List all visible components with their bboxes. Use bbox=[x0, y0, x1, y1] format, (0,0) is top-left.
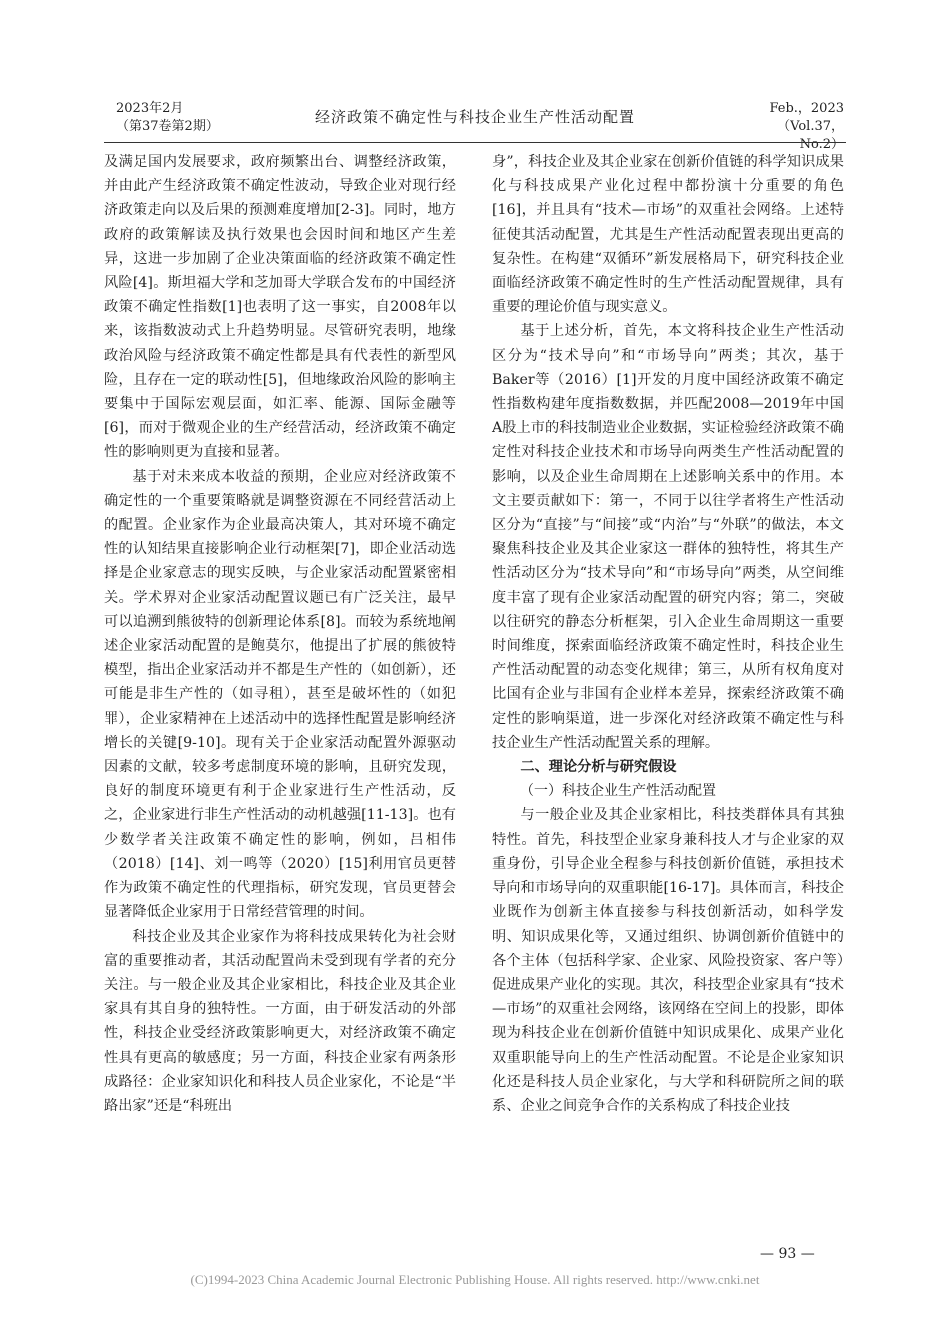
page-number: — 93 — bbox=[760, 1246, 815, 1262]
section-heading: 二、理论分析与研究假设 bbox=[520, 759, 677, 776]
header-date-en: Feb.，2023 bbox=[769, 101, 844, 116]
copyright-footer: (C)1994-2023 China Academic Journal Electronic Publishing House. All rights reserved. http://www.cnki.net bbox=[190, 1272, 760, 1287]
right-paragraph-2: 基于上述分析，首先，本文将科技企业生产性活动区分为“技术导向”和“市场导向”两类；其次，基于Baker等（2016）[1]开发的月度中国经济政策不确定性指数构建年度指数数据，并匹配2008—2019年中国A股上市的科技制造业企业数据，实证检验经济政策不确定性对科技企业技术和市场导向两类生产性活动配置的影响，以及企业生命周期在上述影响关系中的作用。本文主要贡献如下：第一，不同于以往学者将生产性活动区分为“直接”与“间接”或“内治”与“外联”的做法，本文聚焦科技企业及其企业家这一群体的独特性，将其生产性活动区分为“技术导向”和“市场导向”两类，从空间维度丰富了现有企业家活动配置的研究内容；第二，突破以往研究的静态分析框架，引入企业生命周期这一重要时间维度，探索面临经济政策不确定性时，科技企业生产性活动配置的动态变化规律；第三，从所有权角度对比国有企业与非国有企业样本差异，探索经济政策不确定性的影响渠道，进一步深化对经济政策不确定性与科技企业生产性活动配置关系的理解。 bbox=[492, 323, 844, 751]
subsection-heading: （一）科技企业生产性活动配置 bbox=[520, 783, 716, 800]
header-issue-info-en bbox=[740, 100, 844, 154]
left-paragraph-1: 及满足国内发展要求，政府频繁出台、调整经济政策，并由此产生经济政策不确定性波动，导致企业对现行经济政策走向以及后果的预测难度增加[2-3]。同时，地方政府的政策解读及执行效果也会因时间和地区产生差异，这进一步加剧了企业决策面临的经济政策不确定性风险[4]。斯坦福大学和芝加哥大学联合发布的中国经济政策不确定性指数[1]也表明了这一事实，自2008年以来，该指数波动式上升趋势明显。尽管研究表明，地缘政治风险与经济政策不确定性都是具有代表性的新型风险，且存在一定的联动性[5]，但地缘政治风险的影响主要集中于国际宏观层面，如汇率、能源、国际金融等[6]，而对于微观企业的生产经营活动，经济政策不确定性的影响则更为直接和显著。 bbox=[104, 154, 456, 461]
right-paragraph-3: 与一般企业及其企业家相比，科技类群体具有其独特性。首先，科技型企业家身兼科技人才与企业家的双重身份，引导企业全程参与科技创新价值链，承担技术导向和市场导向的双重职能[16-17]。具体而言，科技企业既作为创新主体直接参与科技创新活动，如科学发明、知识成果化等，又通过组织、协调创新价值链中的各个主体（包括科学家、企业家、风险投资家、客户等）促进成果产业化的实现。其次，科技型企业家具有“技术—市场”的双重社会网络，该网络在空间上的投影，即体现为科技企业在创新价值链中知识成果化、成果产业化双重职能导向上的生产性活动配置。不论是企业家知识化还是科技人员企业家化，与大学和科研院所之间的联系、企业之间竞争合作的关系构成了科技企业技 bbox=[492, 807, 844, 1114]
header-volume-cn: （第37卷第2期） bbox=[116, 119, 219, 134]
right-column bbox=[492, 150, 844, 1118]
left-column bbox=[104, 150, 456, 1118]
header-volume-en: （Vol.37，No.2） bbox=[777, 119, 844, 152]
left-paragraph-2: 基于对未来成本收益的预期，企业应对经济政策不确定性的一个重要策略就是调整资源在不同经营活动上的配置。企业家作为企业最高决策人，其对环境不确定性的认知结果直接影响企业行动框架[7]，即企业活动选择是企业家意志的现实反映，与企业家活动配置紧密相关。学术界对企业家活动配置议题已有广泛关注，最早可以追溯到熊彼特的创新理论体系[8]。而较为系统地阐述企业家活动配置的是鲍莫尔，他提出了扩展的熊彼特模型，指出企业家活动并不都是生产性的（如创新），还可能是非生产性的（如寻租），甚至是破坏性的（如犯罪），企业家精神在上述活动中的选择性配置是影响经济增长的关键[9-10]。现有关于企业家活动配置外源驱动因素的文献，较多考虑制度环境的影响，且研究发现，良好的制度环境更有利于企业家进行生产性活动，反之，企业家进行非生产性活动的动机越强[11-13]。也有少数学者关注政策不确定性的影响，例如，吕相伟（2018）[14]、刘一鸣等（2020）[15]利用官员更替作为政策不确定性的代理指标，研究发现，官员更替会显著降低企业家用于日常经营管理的时间。 bbox=[104, 468, 456, 921]
left-paragraph-3: 科技企业及其企业家作为将科技成果转化为社会财富的重要推动者，其活动配置尚未受到现有学者的充分关注。与一般企业及其企业家相比，科技企业及其企业家具有其自身的独特性。一方面，由于研发活动的外部性，科技企业受经济政策影响更大，对经济政策不确定性具有更高的敏感度；另一方面，科技企业家有两条形成路径：企业家知识化和科技人员企业家化，不论是“半路出家”还是“科班出 bbox=[104, 928, 456, 1114]
journal-running-title: 经济政策不确定性与科技企业生产性活动配置 bbox=[314, 108, 635, 126]
header-divider bbox=[104, 142, 846, 143]
header-issue-date: 2023年2月 bbox=[116, 101, 184, 116]
right-paragraph-1: 身”，科技企业及其企业家在创新价值链的科学知识成果化与科技成果产业化过程中都扮演十分重要的角色[16]，并且具有“技术—市场”的双重社会网络。上述特征使其活动配置，尤其是生产性活动配置表现出更高的复杂性。在构建“双循环”新发展格局下，研究科技企业面临经济政策不确定性时的生产性活动配置规律，具有重要的理论价值与现实意义。 bbox=[492, 154, 844, 316]
